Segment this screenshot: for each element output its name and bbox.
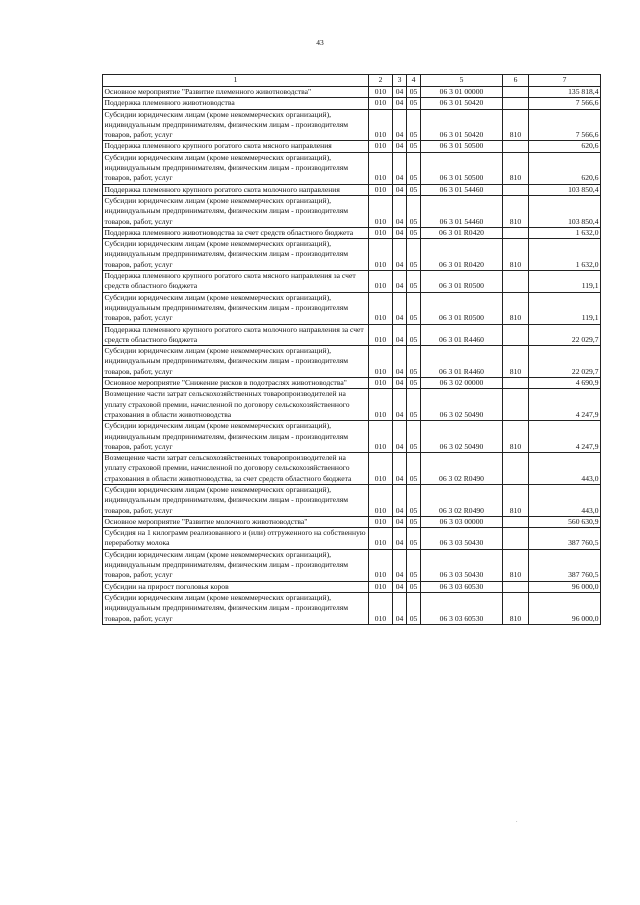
header-col-7: 7	[529, 75, 601, 87]
target-article-code: 06 3 01 R0500	[421, 292, 503, 324]
table-row	[103, 195, 601, 227]
amount: 443,0	[529, 453, 601, 485]
expense-type-code: 810	[503, 109, 529, 141]
header-col-2: 2	[369, 75, 393, 87]
ministry-code: 010	[369, 581, 393, 592]
amount: 7 566,6	[529, 98, 601, 109]
amount: 96 000,0	[529, 581, 601, 592]
section-code: 04	[393, 592, 407, 624]
expense-type-code	[503, 271, 529, 293]
subsection-code: 05	[407, 227, 421, 238]
section-code: 04	[393, 324, 407, 346]
ministry-code: 010	[369, 239, 393, 271]
section-code: 04	[393, 453, 407, 485]
table-row	[103, 421, 601, 453]
ministry-code: 010	[369, 592, 393, 624]
ministry-code: 010	[369, 516, 393, 527]
subsection-code: 05	[407, 87, 421, 98]
section-code: 04	[393, 271, 407, 293]
expense-type-code	[503, 528, 529, 550]
expense-type-code	[503, 378, 529, 389]
table-header-row	[103, 75, 601, 87]
amount: 1 632,0	[529, 239, 601, 271]
target-article-code: 06 3 01 R0420	[421, 227, 503, 238]
table-row	[103, 87, 601, 98]
target-article-code: 06 3 01 50420	[421, 109, 503, 141]
row-name: Субсидии юридическим лицам (кроме некоммерческих организаций), индивидуальным предпринимателям, физическим лицам - производителям товаров, работ, услуг	[103, 484, 369, 516]
row-name: Субсидия на 1 килограмм реализованного и (или) отгруженного на собственную переработку молока	[103, 528, 369, 550]
subsection-code: 05	[407, 549, 421, 581]
expense-type-code	[503, 184, 529, 195]
subsection-code: 05	[407, 346, 421, 378]
table-row	[103, 98, 601, 109]
target-article-code: 06 3 02 R0490	[421, 484, 503, 516]
row-name: Поддержка племенного крупного рогатого скота мясного направления	[103, 141, 369, 152]
section-code: 04	[393, 346, 407, 378]
section-code: 04	[393, 378, 407, 389]
row-name: Субсидии на прирост поголовья коров	[103, 581, 369, 592]
subsection-code: 05	[407, 453, 421, 485]
subsection-code: 05	[407, 184, 421, 195]
target-article-code: 06 3 01 50420	[421, 98, 503, 109]
subsection-code: 05	[407, 239, 421, 271]
table-row	[103, 549, 601, 581]
row-name: Субсидии юридическим лицам (кроме некоммерческих организаций), индивидуальным предпринимателям, физическим лицам - производителям товаров, работ, услуг	[103, 292, 369, 324]
row-name: Поддержка племенного крупного рогатого скота молочного направления	[103, 184, 369, 195]
amount: 96 000,0	[529, 592, 601, 624]
amount: 119,1	[529, 271, 601, 293]
ministry-code: 010	[369, 227, 393, 238]
ministry-code: 010	[369, 292, 393, 324]
ministry-code: 010	[369, 152, 393, 184]
subsection-code: 05	[407, 592, 421, 624]
section-code: 04	[393, 87, 407, 98]
subsection-code: 05	[407, 528, 421, 550]
row-name: Поддержка племенного крупного рогатого скота молочного направления за счет средств областного бюджета	[103, 324, 369, 346]
ministry-code: 010	[369, 346, 393, 378]
amount: 387 760,5	[529, 528, 601, 550]
amount: 4 247,9	[529, 389, 601, 421]
row-name: Субсидии юридическим лицам (кроме некоммерческих организаций), индивидуальным предпринимателям, физическим лицам - производителям товаров, работ, услуг	[103, 346, 369, 378]
expense-type-code	[503, 87, 529, 98]
table-row	[103, 292, 601, 324]
subsection-code: 05	[407, 271, 421, 293]
amount: 1 632,0	[529, 227, 601, 238]
section-code: 04	[393, 184, 407, 195]
subsection-code: 05	[407, 152, 421, 184]
amount: 4 247,9	[529, 421, 601, 453]
expense-type-code	[503, 98, 529, 109]
subsection-code: 05	[407, 421, 421, 453]
table-row	[103, 239, 601, 271]
target-article-code: 06 3 01 R0420	[421, 239, 503, 271]
row-name: Основное мероприятие "Развитие молочного животноводства"	[103, 516, 369, 527]
expense-type-code	[503, 324, 529, 346]
expense-type-code: 810	[503, 484, 529, 516]
amount: 560 630,9	[529, 516, 601, 527]
amount: 387 760,5	[529, 549, 601, 581]
target-article-code: 06 3 03 60530	[421, 592, 503, 624]
subsection-code: 05	[407, 516, 421, 527]
target-article-code: 06 3 01 54460	[421, 184, 503, 195]
target-article-code: 06 3 01 R4460	[421, 346, 503, 378]
section-code: 04	[393, 484, 407, 516]
row-name: Основное мероприятие "Снижение рисков в подотраслях животноводства"	[103, 378, 369, 389]
section-code: 04	[393, 195, 407, 227]
target-article-code: 06 3 02 50490	[421, 421, 503, 453]
amount: 4 690,9	[529, 378, 601, 389]
expense-type-code	[503, 389, 529, 421]
subsection-code: 05	[407, 292, 421, 324]
ministry-code: 010	[369, 421, 393, 453]
table-row	[103, 152, 601, 184]
expense-type-code: 810	[503, 421, 529, 453]
expense-type-code: 810	[503, 346, 529, 378]
header-col-4: 4	[407, 75, 421, 87]
amount: 103 850,4	[529, 195, 601, 227]
amount: 103 850,4	[529, 184, 601, 195]
subsection-code: 05	[407, 484, 421, 516]
table-row	[103, 453, 601, 485]
section-code: 04	[393, 227, 407, 238]
ministry-code: 010	[369, 271, 393, 293]
section-code: 04	[393, 239, 407, 271]
header-col-3: 3	[393, 75, 407, 87]
footer-mark: .	[516, 818, 518, 824]
subsection-code: 05	[407, 98, 421, 109]
target-article-code: 06 3 01 00000	[421, 87, 503, 98]
section-code: 04	[393, 109, 407, 141]
expense-type-code: 810	[503, 592, 529, 624]
section-code: 04	[393, 528, 407, 550]
table-row	[103, 581, 601, 592]
expense-type-code	[503, 227, 529, 238]
target-article-code: 06 3 03 50430	[421, 549, 503, 581]
table-row	[103, 378, 601, 389]
section-code: 04	[393, 549, 407, 581]
target-article-code: 06 3 01 50500	[421, 141, 503, 152]
ministry-code: 010	[369, 484, 393, 516]
table-row	[103, 484, 601, 516]
expense-type-code: 810	[503, 195, 529, 227]
table-row	[103, 516, 601, 527]
subsection-code: 05	[407, 324, 421, 346]
expense-type-code	[503, 581, 529, 592]
subsection-code: 05	[407, 141, 421, 152]
ministry-code: 010	[369, 98, 393, 109]
ministry-code: 010	[369, 109, 393, 141]
row-name: Возмещение части затрат сельскохозяйственных товаропроизводителей на уплату страховой премии, начисленной по договору сельскохозяйственного страхования в области животноводства	[103, 389, 369, 421]
target-article-code: 06 3 01 50500	[421, 152, 503, 184]
section-code: 04	[393, 421, 407, 453]
row-name: Субсидии юридическим лицам (кроме некоммерческих организаций), индивидуальным предпринимателям, физическим лицам - производителям товаров, работ, услуг	[103, 239, 369, 271]
target-article-code: 06 3 03 60530	[421, 581, 503, 592]
ministry-code: 010	[369, 195, 393, 227]
table-row	[103, 271, 601, 293]
subsection-code: 05	[407, 389, 421, 421]
header-col-5: 5	[421, 75, 503, 87]
expense-type-code: 810	[503, 152, 529, 184]
target-article-code: 06 3 01 54460	[421, 195, 503, 227]
subsection-code: 05	[407, 109, 421, 141]
table-row	[103, 324, 601, 346]
table-row	[103, 141, 601, 152]
row-name: Поддержка племенного животноводства	[103, 98, 369, 109]
target-article-code: 06 3 01 R4460	[421, 324, 503, 346]
target-article-code: 06 3 01 R0500	[421, 271, 503, 293]
row-name: Субсидии юридическим лицам (кроме некоммерческих организаций), индивидуальным предпринимателям, физическим лицам - производителям товаров, работ, услуг	[103, 109, 369, 141]
table-row	[103, 528, 601, 550]
amount: 7 566,6	[529, 109, 601, 141]
section-code: 04	[393, 516, 407, 527]
row-name: Поддержка племенного крупного рогатого скота мясного направления за счет средств областного бюджета	[103, 271, 369, 293]
subsection-code: 05	[407, 581, 421, 592]
amount: 443,0	[529, 484, 601, 516]
ministry-code: 010	[369, 549, 393, 581]
section-code: 04	[393, 98, 407, 109]
section-code: 04	[393, 141, 407, 152]
ministry-code: 010	[369, 453, 393, 485]
table-row	[103, 592, 601, 624]
expense-type-code	[503, 516, 529, 527]
ministry-code: 010	[369, 141, 393, 152]
row-name: Возмещение части затрат сельскохозяйственных товаропроизводителей на уплату страховой премии, начисленной по договору сельскохозяйственного страхования в области животноводства, за счет средств областного бюджета	[103, 453, 369, 485]
expense-type-code	[503, 141, 529, 152]
target-article-code: 06 3 03 00000	[421, 516, 503, 527]
row-name: Субсидии юридическим лицам (кроме некоммерческих организаций), индивидуальным предпринимателям, физическим лицам - производителям товаров, работ, услуг	[103, 592, 369, 624]
expense-type-code: 810	[503, 239, 529, 271]
header-col-1: 1	[103, 75, 369, 87]
ministry-code: 010	[369, 389, 393, 421]
section-code: 04	[393, 152, 407, 184]
target-article-code: 06 3 02 R0490	[421, 453, 503, 485]
amount: 620,6	[529, 141, 601, 152]
ministry-code: 010	[369, 528, 393, 550]
ministry-code: 010	[369, 184, 393, 195]
row-name: Основное мероприятие "Развитие племенного животноводства"	[103, 87, 369, 98]
target-article-code: 06 3 03 50430	[421, 528, 503, 550]
page-number: 43	[316, 38, 324, 47]
row-name: Субсидии юридическим лицам (кроме некоммерческих организаций), индивидуальным предпринимателям, физическим лицам - производителям товаров, работ, услуг	[103, 195, 369, 227]
table-row	[103, 346, 601, 378]
row-name: Поддержка племенного животноводства за счет средств областного бюджета	[103, 227, 369, 238]
expense-type-code: 810	[503, 549, 529, 581]
expense-type-code	[503, 453, 529, 485]
amount: 22 029,7	[529, 346, 601, 378]
table-row	[103, 184, 601, 195]
table-row	[103, 227, 601, 238]
header-col-6: 6	[503, 75, 529, 87]
budget-table	[102, 74, 601, 625]
target-article-code: 06 3 02 50490	[421, 389, 503, 421]
amount: 119,1	[529, 292, 601, 324]
expense-type-code: 810	[503, 292, 529, 324]
ministry-code: 010	[369, 378, 393, 389]
row-name: Субсидии юридическим лицам (кроме некоммерческих организаций), индивидуальным предпринимателям, физическим лицам - производителям товаров, работ, услуг	[103, 421, 369, 453]
amount: 135 818,4	[529, 87, 601, 98]
section-code: 04	[393, 581, 407, 592]
subsection-code: 05	[407, 378, 421, 389]
target-article-code: 06 3 02 00000	[421, 378, 503, 389]
subsection-code: 05	[407, 195, 421, 227]
row-name: Субсидии юридическим лицам (кроме некоммерческих организаций), индивидуальным предпринимателям, физическим лицам - производителям товаров, работ, услуг	[103, 549, 369, 581]
ministry-code: 010	[369, 324, 393, 346]
table-row	[103, 389, 601, 421]
amount: 22 029,7	[529, 324, 601, 346]
row-name: Субсидии юридическим лицам (кроме некоммерческих организаций), индивидуальным предпринимателям, физическим лицам - производителям товаров, работ, услуг	[103, 152, 369, 184]
ministry-code: 010	[369, 87, 393, 98]
table-row	[103, 109, 601, 141]
section-code: 04	[393, 292, 407, 324]
amount: 620,6	[529, 152, 601, 184]
section-code: 04	[393, 389, 407, 421]
